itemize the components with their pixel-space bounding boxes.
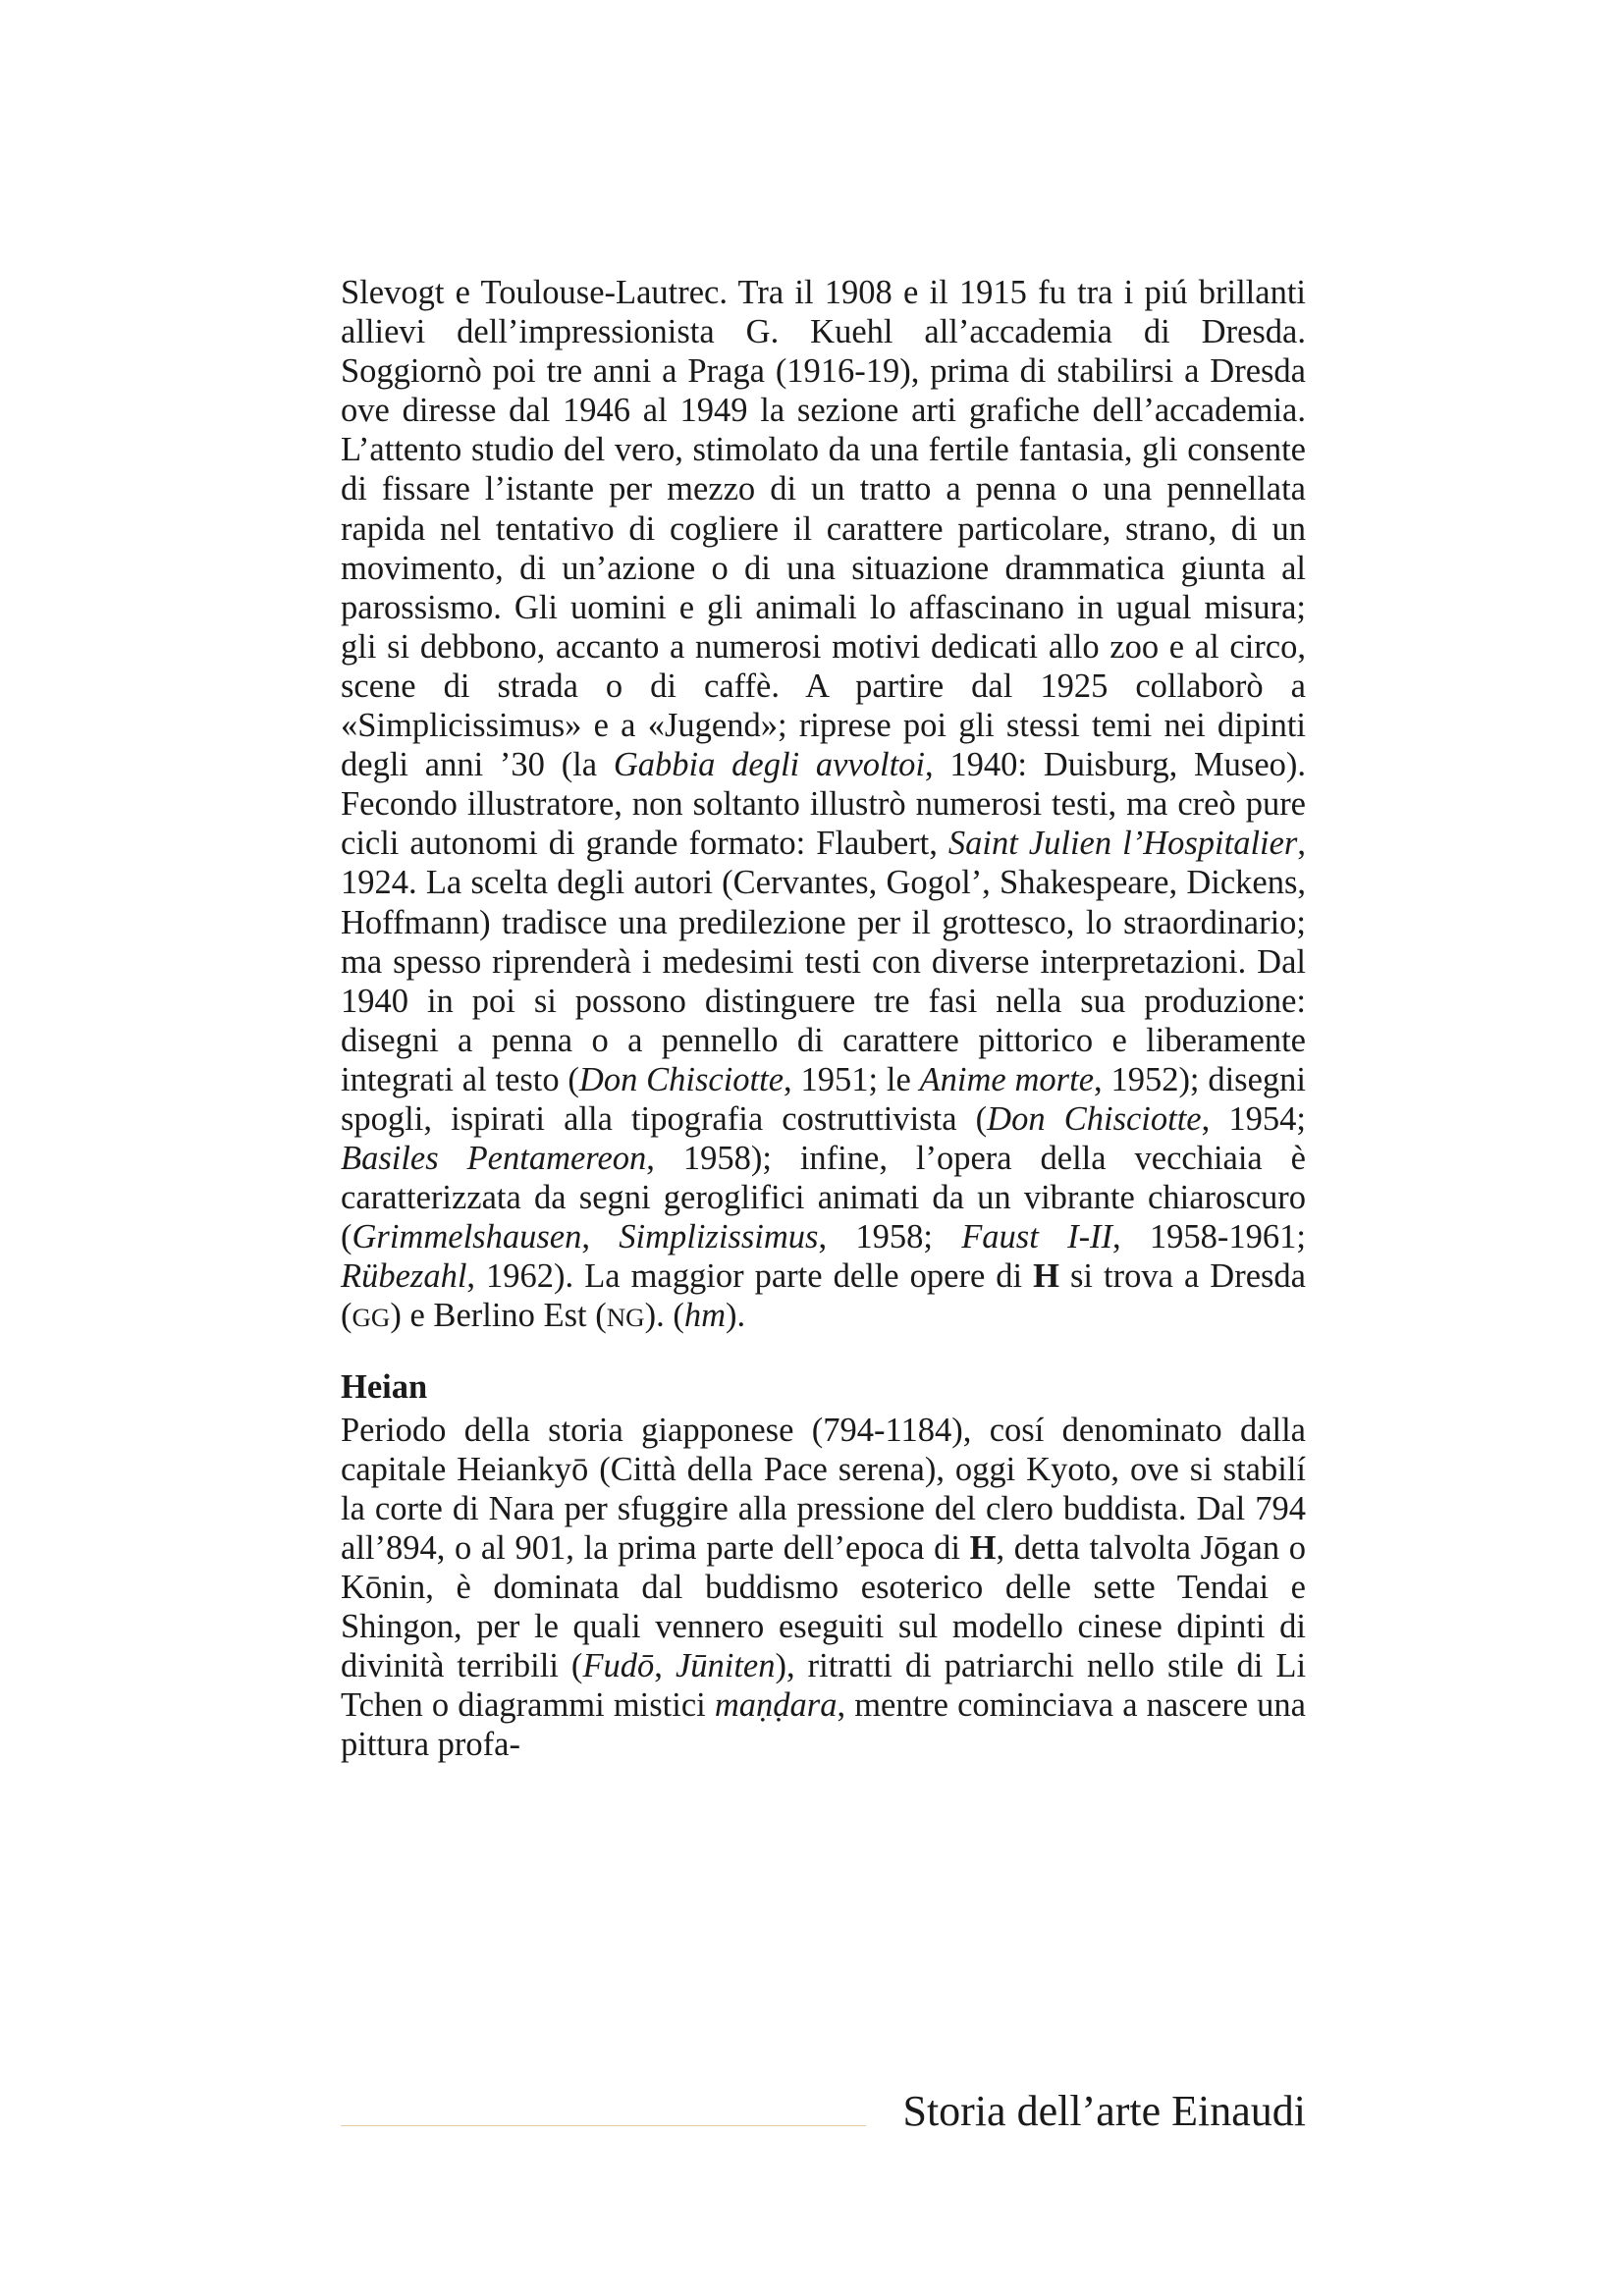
italic-run: Faust I-II [961,1218,1113,1256]
text-run: , 1924. La scelta degli autori (Cervantes, Gogol’, Shakespeare, Dickens, Hoffmann) tradisce una predilezione per il grottesco, lo straordinario; ma spesso riprenderà i medesimi testi con diverse interpretazioni. Dal 1940 in poi si possono distinguere tre fasi nella sua produzione: disegni a penna o a pennello di carattere pittorico e liberamente integrati al testo ( [341,825,1306,1098]
text-run: , 1940: Duisburg, Museo). Fecondo illustratore, non soltanto illustrò numerosi testi, ma creò pure cicli autonomi di grande formato: Flaubert, [341,746,1307,863]
text-run: , 1958-1961; [1112,1218,1307,1256]
smallcaps-abbreviation: GG [352,1303,391,1333]
text-run: Periodo della storia giapponese (794-1184), cosí denominato dalla capitale Heiankyō (Città della Pace serena), oggi Kyoto, ove si stabilí la corte di Nara per sfuggire alla pressione del clero buddista. Dal 794 all’894, o al 901, la prima parte dell’epoca di [341,1411,1306,1567]
italic-run: Fudō [582,1647,655,1685]
footer-publication-label: Storia dell’arte Einaudi [902,2087,1306,2135]
text-run: ). ( [644,1297,684,1335]
text-run: , 1958); infine, l’opera della vecchiaia è caratterizzata da segni geroglifici animati da un vibrante chiaroscuro ( [341,1140,1306,1256]
text-run: , detta talvolta Jōgan o Kōnin, è dominata dal buddismo esoterico delle sette Tendai e Shingon, per le quali vennero eseguiti sul modello cinese dipinti di divinità terribili ( [341,1528,1306,1685]
text-run: , 1962). La maggior parte delle opere di [466,1257,1034,1296]
italic-run: Don Chisciotte [578,1060,784,1098]
italic-run: Simplizissimus [619,1218,819,1256]
text-run: si trova a Dresda ( [341,1257,1306,1335]
smallcaps-abbreviation: NG [606,1303,645,1333]
text-run: , 1954; [1201,1099,1306,1138]
italic-run: Anime morte [919,1060,1095,1098]
italic-run: Grimmelshausen [352,1218,582,1256]
footer-rule [341,2125,866,2126]
text-run: , 1952); disegni spogli, ispirati alla tipografia costruttivista ( [341,1060,1306,1138]
italic-run: maṇḍara [714,1686,838,1725]
text-run: , 1951; le [784,1060,920,1098]
text-run: ) e Berlino Est ( [390,1297,607,1335]
italic-run: Saint Julien l’Hospitalier [947,825,1298,863]
text-run: , 1958; [818,1218,962,1256]
bold-abbreviation: H [969,1528,997,1567]
bold-abbreviation: H [1033,1257,1059,1296]
italic-run: Basiles Pentamereon [341,1140,647,1178]
text-column [341,273,1306,1764]
italic-run: hm [683,1297,727,1335]
text-run: ). [726,1297,746,1335]
text-run: , mentre cominciava a nascere una pittura profa- [341,1686,1306,1764]
italic-run: Don Chisciotte [987,1099,1202,1138]
text-run: , [581,1218,620,1256]
entry-heian-paragraph [341,1411,1306,1765]
italic-run: Rübezahl [341,1257,467,1296]
text-run: ), ritratti di patriarchi nello stile di Li Tchen o diagrammi mistici [341,1647,1307,1725]
text-run: Slevogt e Toulouse-Lautrec. Tra il 1908 e il 1915 fu tra i piú brillanti allievi dell’impressionista G. Kuehl all’accademia di Dresda. Soggiornò poi tre anni a Praga (1916-19), prima di stabilirsi a Dresda ove diresse dal 1946 al 1949 la sezione arti grafiche dell’accademia. L’attento studio del vero, stimolato da una fertile fantasia, gli consente di fissare l’istante per mezzo di un tratto a penna o una pennellata rapida nel tentativo di cogliere il carattere particolare, strano, di un movimento, di un’azione o di una situazione drammatica giunta al parossismo. Gli uomini e gli animali lo affascinano in ugual misura; gli si debbono, accanto a numerosi motivi dedicati allo zoo e al circo, scene di strada o di caffè. A partire dal 1925 collaborò a «Simplicissimus» e a «Jugend»; riprese poi gli stessi temi nei dipinti degli anni ’30 (la [341,274,1306,784]
page-footer [341,2073,1306,2135]
entry-heading-heian: Heian [341,1367,428,1406]
italic-run: Gabbia degli avvoltoi [613,746,926,784]
text-run: , [654,1647,676,1685]
italic-run: Jūniten [675,1647,776,1685]
entry-continuation-paragraph [341,273,1306,1338]
